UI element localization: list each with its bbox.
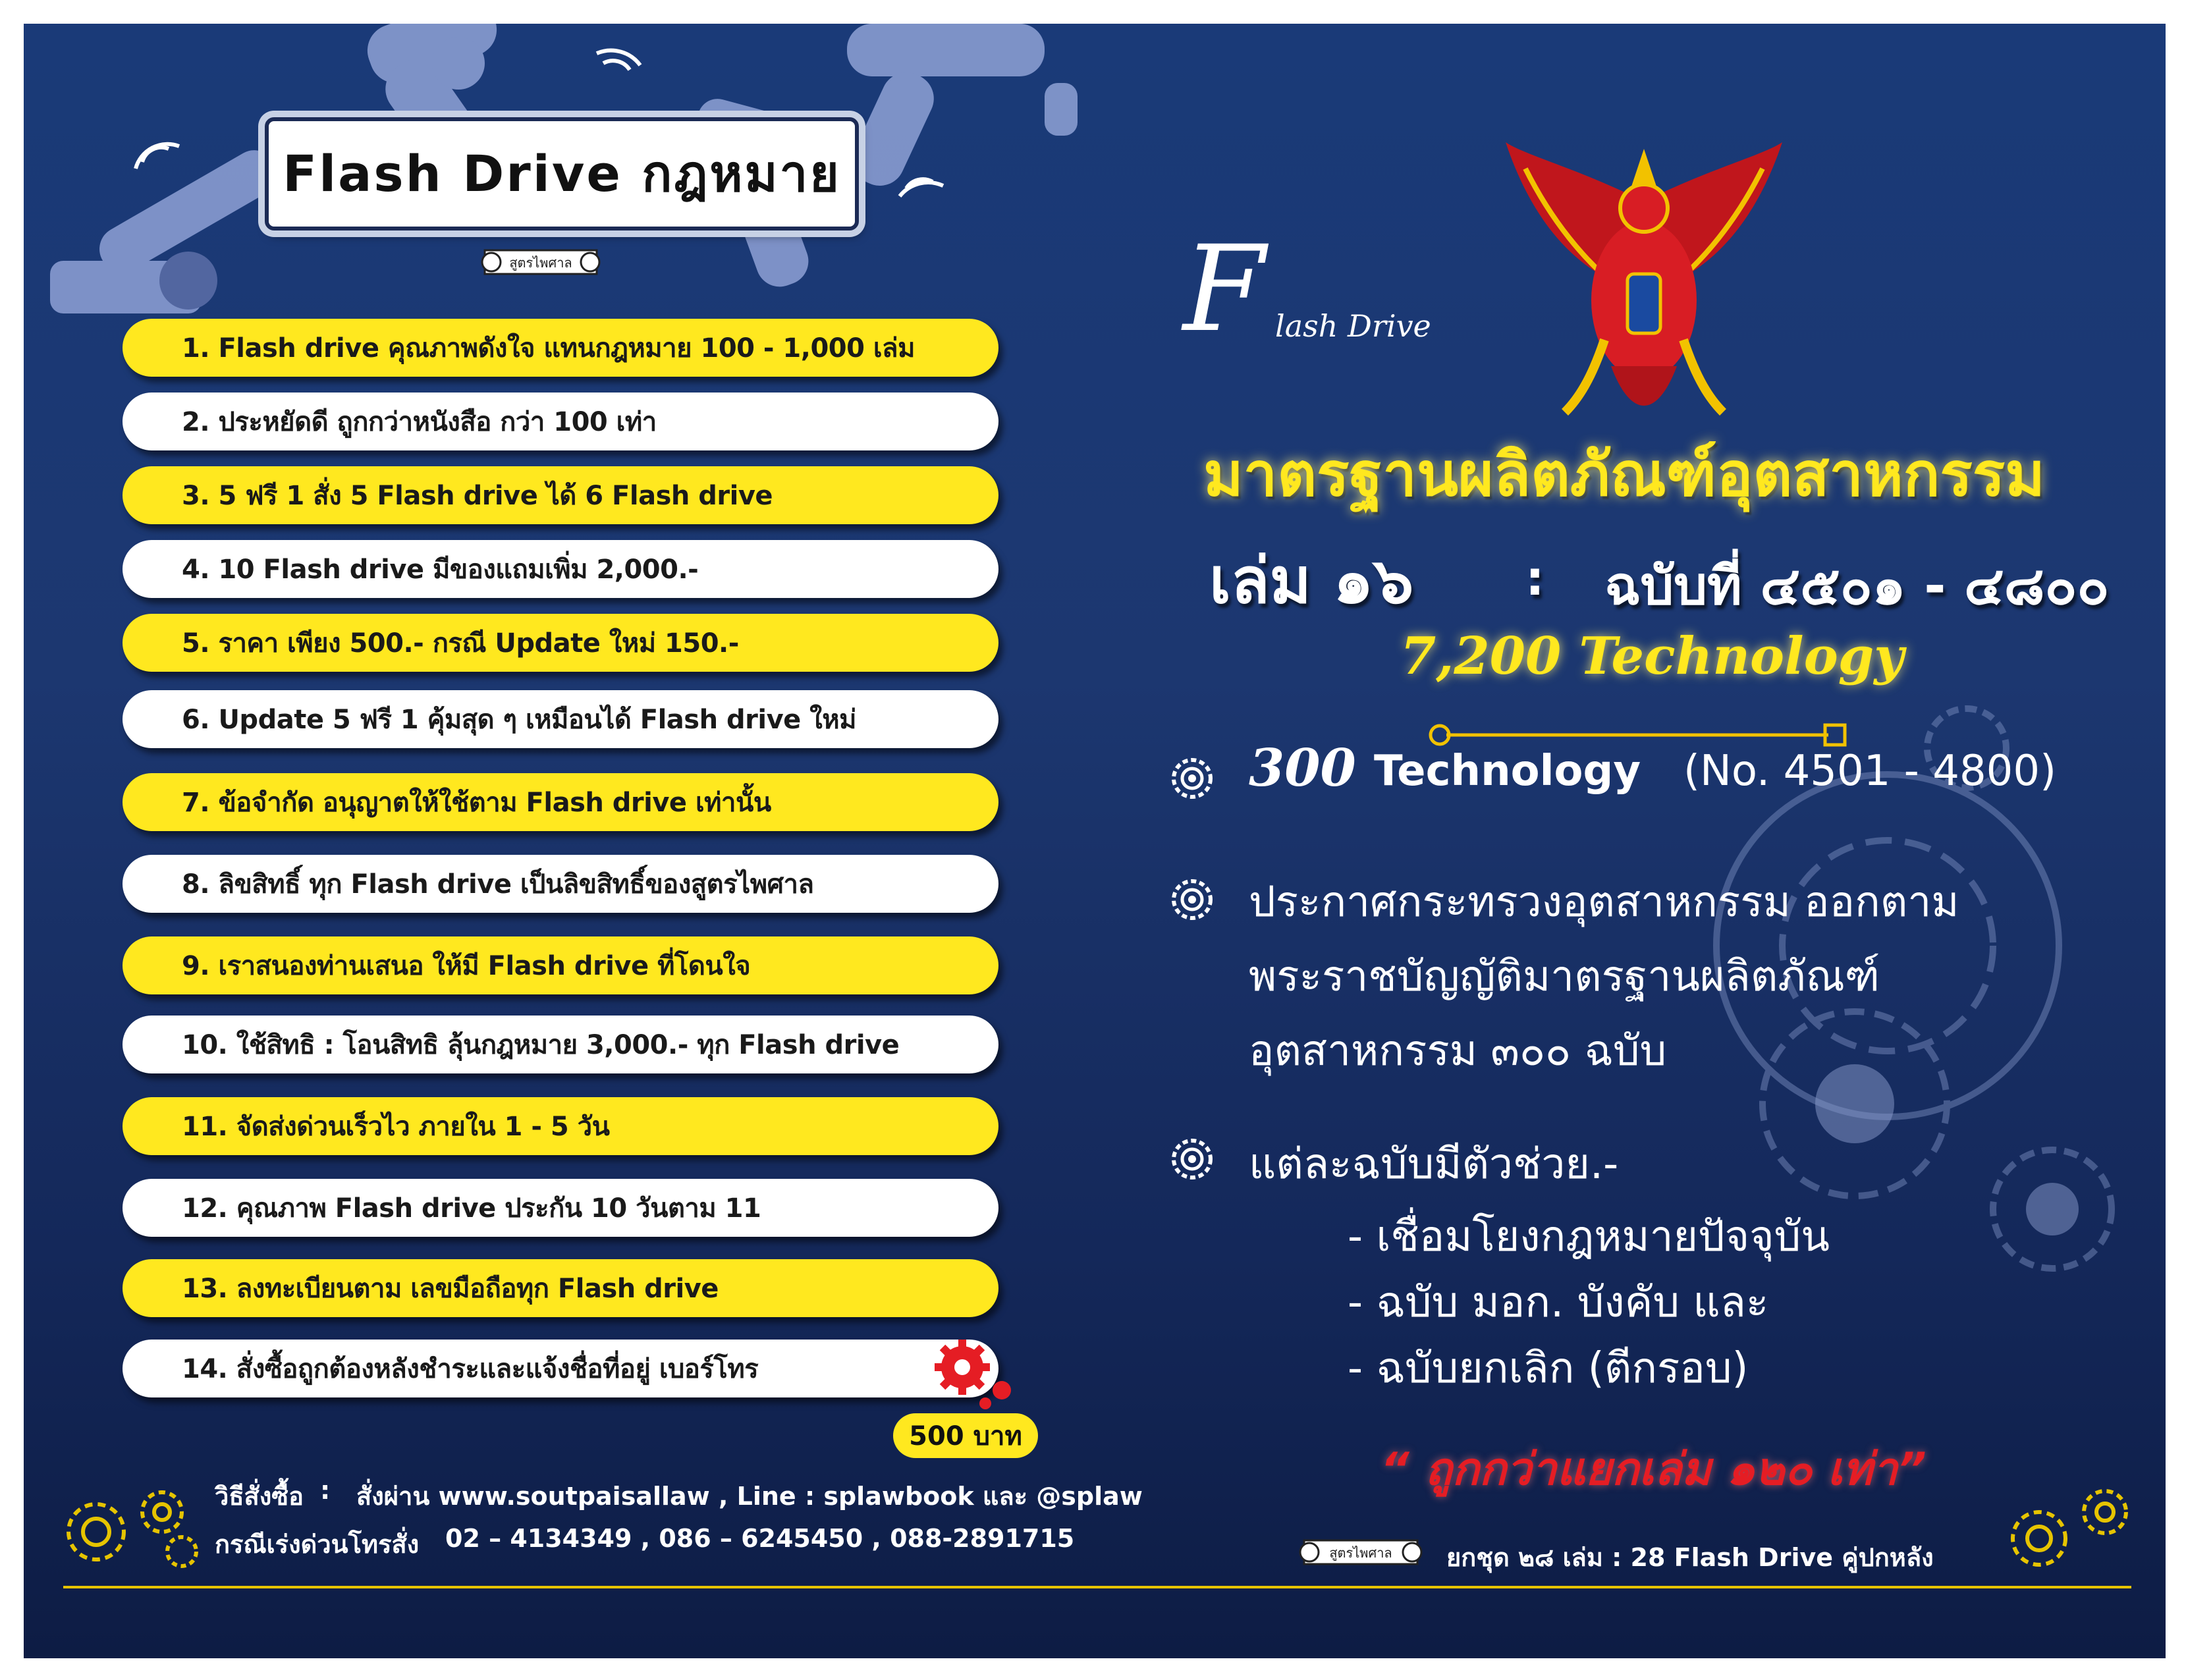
feature-item-14 bbox=[123, 1340, 998, 1397]
gear-bullet-icon bbox=[1170, 756, 1215, 801]
feature-text: 7. ข้อจำกัด อนุญาตให้ใช้ตาม Flash drive เท่านั้น bbox=[182, 788, 771, 818]
feature-item-7 bbox=[123, 773, 998, 831]
bullet1-label: Technology bbox=[1374, 747, 1641, 796]
svg-text:lash Drive: lash Drive bbox=[1275, 308, 1431, 344]
feature-text: 9. เราสนองท่านเสนอ ให้มี Flash drive ที่โดนใจ bbox=[182, 951, 751, 981]
volume-range: ฉบับที่ ๔๕๐๑ - ๔๘๐๐ bbox=[1604, 555, 2110, 616]
feature-item-10 bbox=[123, 1016, 998, 1073]
gear-bullet-icon bbox=[1170, 1137, 1215, 1181]
feature-item-5 bbox=[123, 614, 998, 672]
feature-item-3 bbox=[123, 466, 998, 524]
feature-text: 13. ลงทะเบียนตาม เลขมือถือทุก Flash drive bbox=[182, 1274, 719, 1304]
feature-item-8 bbox=[123, 855, 998, 913]
feature-item-1 bbox=[123, 319, 998, 377]
feature-item-6 bbox=[123, 690, 998, 748]
feature-item-11 bbox=[123, 1097, 998, 1155]
order-sep: : bbox=[320, 1476, 331, 1505]
technology-total: 7,200 Technology bbox=[1400, 626, 1904, 686]
feature-text: 1. Flash drive คุณภาพดังใจ แทนกฎหมาย 100 - 1,000 เล่ม bbox=[182, 333, 915, 364]
svg-text:F: F bbox=[1183, 221, 1265, 358]
poster bbox=[24, 24, 2166, 1658]
bullet1-number: 300 bbox=[1249, 738, 1356, 798]
gold-gears-icon bbox=[50, 1479, 215, 1571]
feature-text: 8. ลิขสิทธิ์ ทุก Flash drive เป็นลิขสิทธิ์ของสูตรไพศาล bbox=[182, 869, 814, 900]
volume-colon: : bbox=[1525, 551, 1544, 606]
page-title: Flash Drive กฎหมาย bbox=[283, 144, 841, 203]
feature-item-9 bbox=[123, 936, 998, 994]
feature-text: 4. 10 Flash drive มีของแถมเพิ่ม 2,000.- bbox=[182, 555, 699, 585]
bullet2-line2: พระราชบัญญัติมาตรฐานผลิตภัณฑ์ bbox=[1249, 952, 1880, 1001]
red-gear-icon bbox=[926, 1334, 1025, 1413]
garuda-emblem-icon bbox=[1499, 129, 1789, 432]
feature-text: 3. 5 ฟรี 1 สั่ง 5 Flash drive ได้ 6 Flash drive bbox=[182, 481, 773, 511]
urgent-label: กรณีเร่งด่วนโทรสั่ง bbox=[215, 1530, 420, 1559]
feature-item-2 bbox=[123, 393, 998, 450]
svg-text:สูตรไพศาล: สูตรไพศาล bbox=[1329, 1545, 1392, 1561]
gear-bullet-icon bbox=[1170, 877, 1215, 922]
urgent-phones: 02 – 4134349 , 086 – 6245450 , 088-2891715 bbox=[445, 1524, 1075, 1553]
feature-item-13 bbox=[123, 1259, 998, 1317]
sub-item-1: - เชื่อมโยงกฎหมายปัจจุบัน bbox=[1348, 1212, 1830, 1261]
feature-text: 6. Update 5 ฟรี 1 คุ้มสุด ๆ เหมือนได้ Flash drive ใหม่ bbox=[182, 705, 856, 735]
footer-divider bbox=[63, 1586, 2131, 1588]
svg-text:สูตรไพศาล: สูตรไพศาล bbox=[509, 255, 572, 271]
flash-drive-logo bbox=[1176, 215, 1492, 366]
bullet2-line3: อุตสาหกรรม ๓๐๐ ฉบับ bbox=[1249, 1027, 1667, 1075]
price-badge: 500 บาท bbox=[893, 1413, 1038, 1458]
bullet2-line1: ประกาศกระทรวงอุตสาหกรรม ออกตาม bbox=[1249, 878, 1959, 927]
feature-text: 12. คุณภาพ Flash drive ประกัน 10 วันตาม 11 bbox=[182, 1193, 761, 1224]
volume-label: เล่ม ๑๖ bbox=[1209, 544, 1414, 618]
bullet3-text: แต่ละฉบับมีตัวช่วย.- bbox=[1249, 1140, 1619, 1189]
feature-item-12 bbox=[123, 1179, 998, 1237]
title-box bbox=[265, 117, 859, 230]
bullet1-range: (No. 4501 - 4800) bbox=[1683, 747, 2057, 796]
order-info: สั่งผ่าน www.soutpaisallaw , Line : splawbook และ @splaw bbox=[356, 1482, 1143, 1511]
sub-item-3: - ฉบับยกเลิก (ตีกรอบ) bbox=[1348, 1344, 1749, 1393]
feature-text: 14. สั่งซื้อถูกต้องหลังชำระและแจ้งชื่อที่อยู่ เบอร์โทร bbox=[182, 1354, 759, 1384]
key-divider-icon bbox=[1420, 722, 1855, 748]
headline: มาตรฐานผลิตภัณฑ์อุตสาหกรรม bbox=[1203, 439, 2045, 510]
order-label: วิธีสั่งซื้อ bbox=[215, 1482, 304, 1511]
scroll-logo bbox=[478, 242, 603, 282]
sub-item-2: - ฉบับ มอก. บังคับ และ bbox=[1348, 1278, 1769, 1327]
feature-text: 10. ใช้สิทธิ : โอนสิทธิ ลุ้นกฎหมาย 3,000.- ทุก Flash drive bbox=[182, 1030, 900, 1060]
feature-text: 11. จัดส่งด่วนเร็วไว ภายใน 1 - 5 วัน bbox=[182, 1112, 610, 1142]
promo-quote: “ ถูกกว่าแยกเล่ม ๑๒๐ เท่า” bbox=[1380, 1444, 1926, 1496]
bottom-note: ยกชุด ๒๘ เล่ม : 28 Flash Drive คู่ปกหลัง bbox=[1446, 1543, 1934, 1572]
feature-item-4 bbox=[123, 540, 998, 598]
feature-text: 5. ราคา เพียง 500.- กรณี Update ใหม่ 150.- bbox=[182, 628, 739, 659]
feature-text: 2. ประหยัดดี ถูกกว่าหนังสือ กว่า 100 เท่า bbox=[182, 407, 657, 437]
scroll-logo bbox=[1295, 1529, 1427, 1575]
